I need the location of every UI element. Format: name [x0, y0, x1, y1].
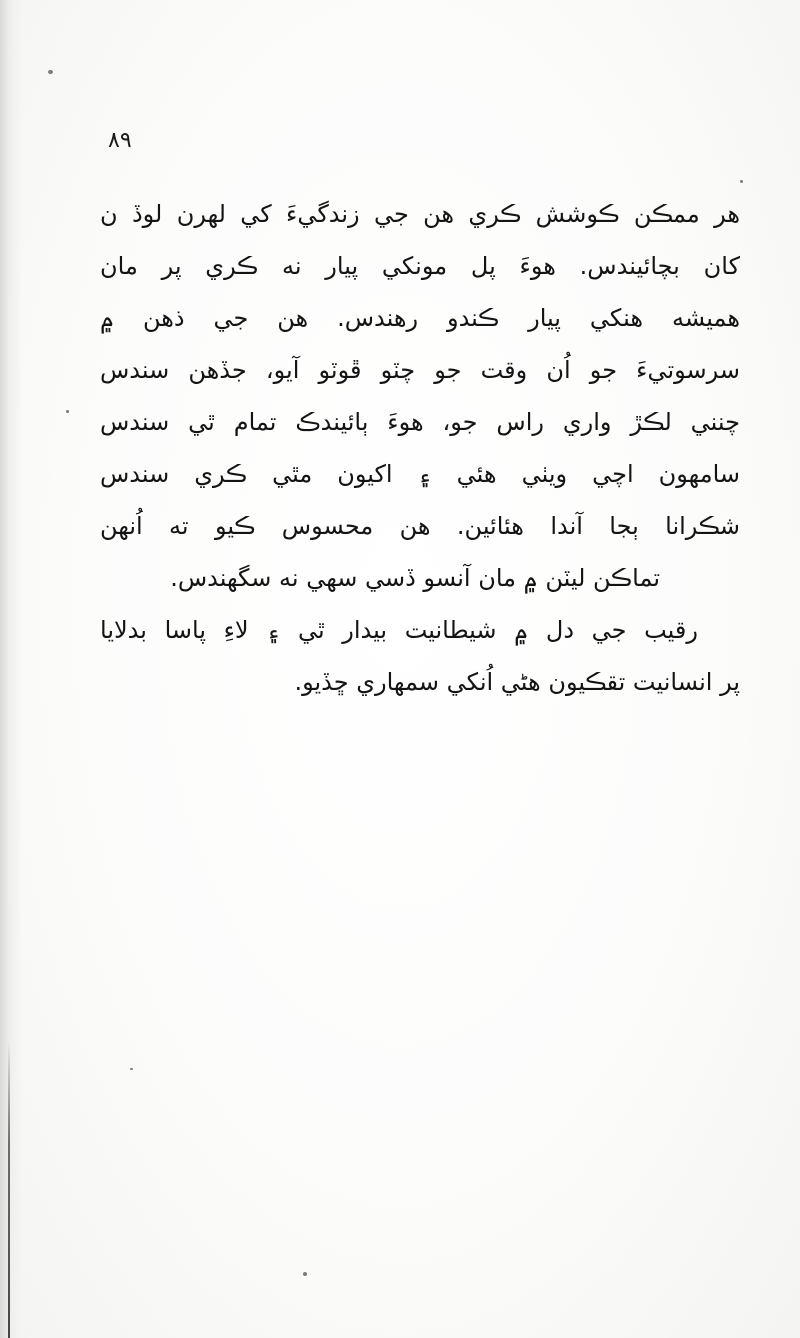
- scan-speck: [48, 70, 53, 74]
- text-line: پر انسانيت تقڪيون هڻي اُنکي سمهاري ڇڏيو.: [294, 668, 740, 696]
- text-line: تماڪن ليٽن ۾ مان آنسو ڏسي سهي نه سگهندس.: [170, 564, 660, 592]
- body-text: [100, 188, 740, 708]
- text-line: سرسوتيءَ جو اُن وقت جو چٽو ڦوٽو آيو، جڏهن سندس: [100, 356, 740, 384]
- text-line: هر ممڪن ڪوشش ڪري هن جي زندگيءَ کي لهرن لوڏ ن: [100, 200, 740, 228]
- scan-speck: [130, 1068, 133, 1070]
- scan-speck: [66, 410, 69, 413]
- text-line: شڪرانا ٻجا آندا هئائين. هن محسوس ڪيو ته اُنهن: [100, 512, 740, 540]
- page-number: ٨٩: [108, 128, 132, 153]
- scan-speck: [740, 180, 743, 183]
- text-line: کان بچائيندس. هوءَ پل مونکي پيار نه ڪري پر مان: [100, 252, 740, 280]
- text-line: سامهون اچي ويٺي هئي ۽ اکيون مٿي ڪري سندس: [100, 460, 740, 488]
- text-line: هميشه هنکي پيار ڪندو رهندس. هن جي ذهن ۾: [100, 304, 740, 332]
- scan-speck: [303, 1272, 307, 1276]
- text-line: چنني لڪڙ واري راس جو، هوءَ ٻائيندڪ تمام ٿي سندس: [100, 408, 740, 436]
- text-line: رقيب جي دل ۾ شيطانيت بيدار ٿي ۽ لاءِ پاسا بدلايا: [100, 616, 698, 644]
- binding-shadow: [0, 0, 22, 1338]
- page-edge-line: [8, 1040, 10, 1338]
